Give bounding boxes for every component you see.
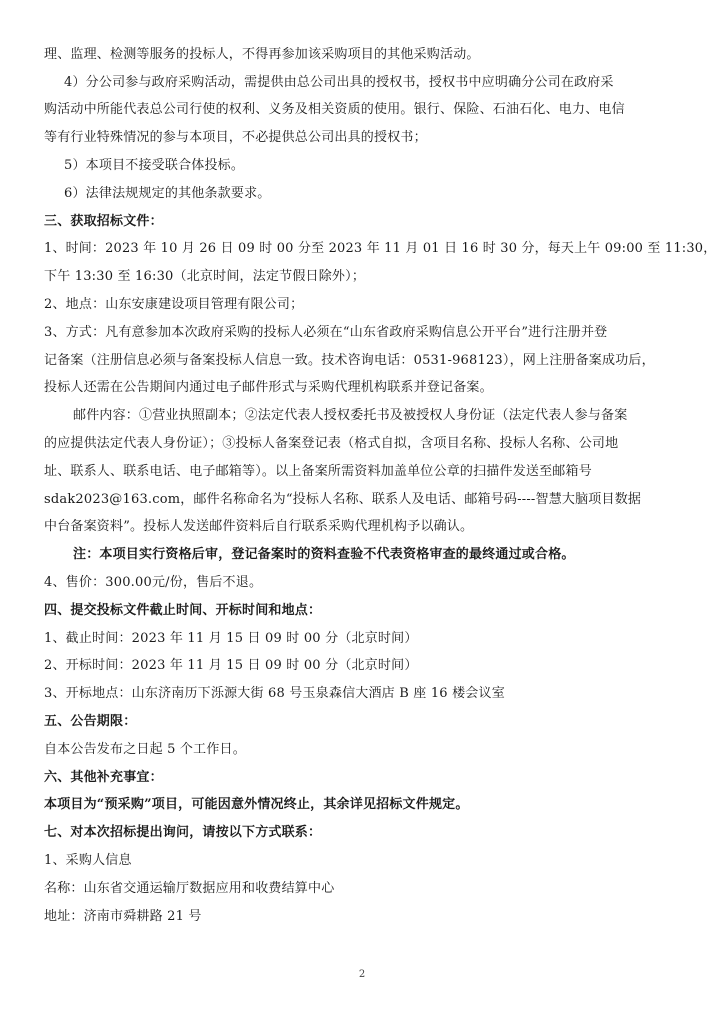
page-number: 2 <box>358 969 366 980</box>
text-line: 4）分公司参与政府采购活动，需提供由总公司出具的授权书，授权书中应明确分公司在政府采 <box>64 75 614 90</box>
section-heading: 五、公告期限： <box>44 714 137 729</box>
text-line: 址、联系人、联系电话、电子邮箱等）。以上备案所需资料加盖单位公章的扫描件发送至邮箱号 <box>44 464 592 479</box>
text-line: 4、售价：300.00元/份，售后不退。 <box>44 575 263 590</box>
section-heading: 六、其他补充事宜： <box>44 770 163 785</box>
text-line: 6）法律法规规定的其他条款要求。 <box>64 186 271 201</box>
text-line: 投标人还需在公告期间内通过电子邮件形式与采购代理机构联系并登记备案。 <box>44 380 493 395</box>
text-line: 3、开标地点：山东济南历下泺源大街 68 号玉泉森信大酒店 B 座 16 楼会议室 <box>44 686 505 701</box>
text-line: 1、截止时间：2023 年 11 月 15 日 09 时 00 分（北京时间） <box>44 631 418 646</box>
text-line: 自本公告发布之日起 5 个工作日。 <box>44 742 246 757</box>
text-line: 的应提供法定代表人身份证）；③投标人备案登记表（格式自拟，含项目名称、投标人名称、公司地 <box>44 436 619 451</box>
section-heading: 三、获取招标文件： <box>44 214 163 229</box>
text-line: 1、采购人信息 <box>44 853 132 868</box>
text-line: 记备案（注册信息必须与备案投标人信息一致。技术咨询电话：0531-968123），网上注册备案成功后， <box>44 353 655 368</box>
text-line: sdak2023@163.com，邮件名称命名为“投标人名称、联系人及电话、邮箱号码----智慧大脑项目数据 <box>44 492 642 507</box>
text-line: 理、监理、检测等服务的投标人，不得再参加该采购项目的其他采购活动。 <box>44 47 480 62</box>
text-line: 名称：山东省交通运输厅数据应用和收费结算中心 <box>44 881 335 896</box>
note-line: 注：本项目实行资格后审，登记备案时的资料查验不代表资格审查的最终通过或合格。 <box>73 547 575 562</box>
text-line: 3、方式：凡有意参加本次政府采购的投标人必须在“山东省政府采购信息公开平台”进行注册并登 <box>44 325 608 340</box>
section-heading: 四、提交投标文件截止时间、开标时间和地点： <box>44 603 322 618</box>
text-line: 购活动中所能代表总公司行使的权利、义务及相关资质的使用。银行、保险、石油石化、电力、电信 <box>44 102 625 117</box>
text-line: 1、时间：2023 年 10 月 26 日 09 时 00 分至 2023 年 11 月 01 日 16 时 30 分，每天上午 09:00 至 11:30， <box>44 241 717 256</box>
note-line: 本项目为“预采购”项目，可能因意外情况终止，其余详见招标文件规定。 <box>44 797 469 812</box>
text-line: 下午 13:30 至 16:30（北京时间，法定节假日除外）； <box>44 269 366 284</box>
text-line: 2、开标时间：2023 年 11 月 15 日 09 时 00 分（北京时间） <box>44 658 418 673</box>
text-line: 5）本项目不接受联合体投标。 <box>64 158 245 173</box>
section-heading: 七、对本次招标提出询问，请按以下方式联系： <box>44 825 322 840</box>
text-line: 邮件内容：①营业执照副本；②法定代表人授权委托书及被授权人身份证（法定代表人参与备案 <box>73 408 628 423</box>
text-line: 2、地点：山东安康建设项目管理有限公司； <box>44 297 304 312</box>
text-line: 中台备案资料”。投标人发送邮件资料后自行联系采购代理机构予以确认。 <box>44 519 474 534</box>
text-line: 地址：济南市舜耕路 21 号 <box>44 909 202 924</box>
text-line: 等有行业特殊情况的参与本项目，不必提供总公司出具的授权书； <box>44 130 427 145</box>
